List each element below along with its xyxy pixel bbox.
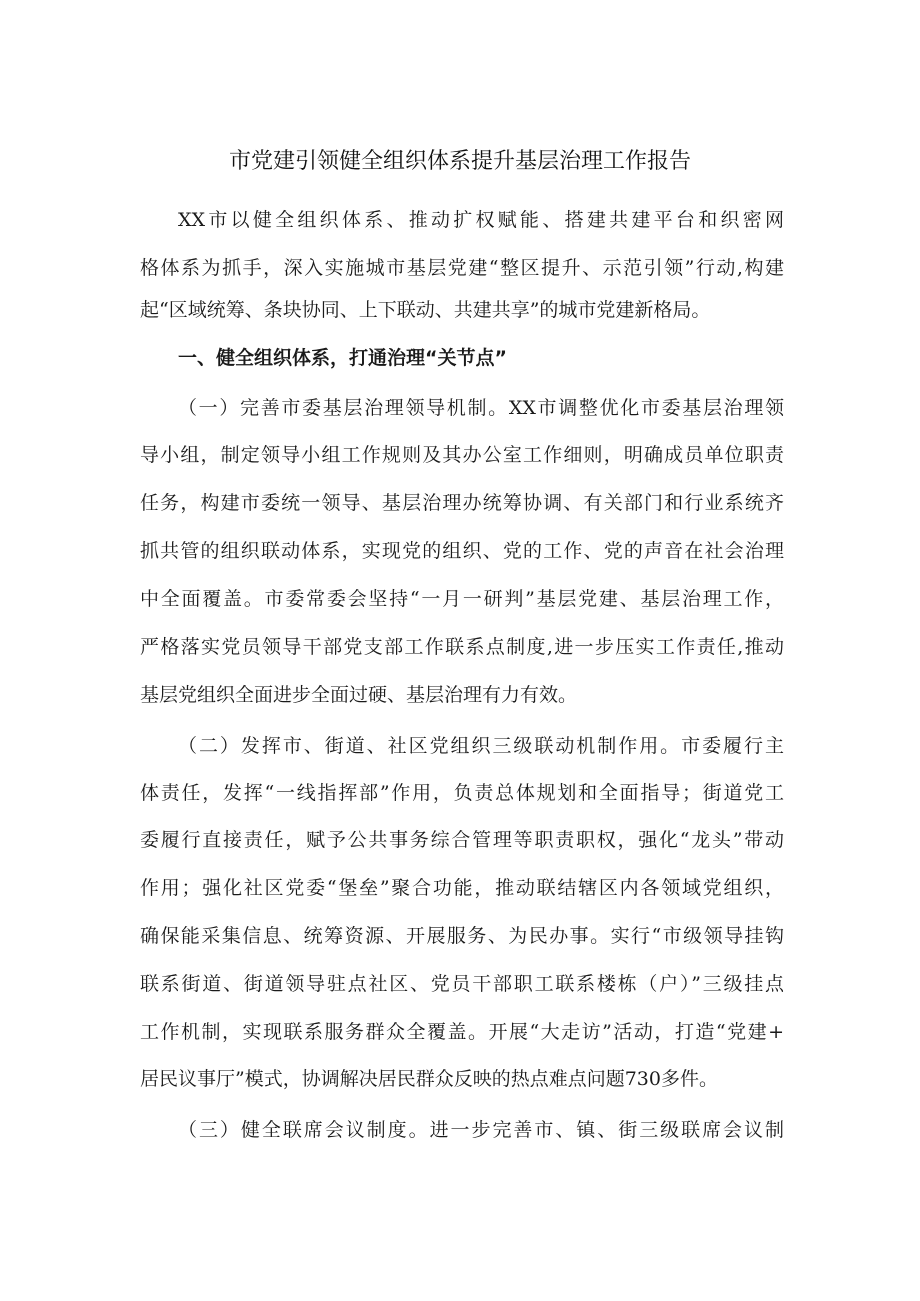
intro-line-2: 格体系为抓手，深入实施城市基层党建“整区提升、示范引领”行动,构建 (140, 257, 784, 279)
para1-line-5: 中全面覆盖。市委常委会坚持“一月一研判”基层党建、基层治理工作， (140, 588, 784, 610)
para1-line-7: 基层党组织全面进步全面过硬、基层治理有力有效。 (140, 684, 578, 706)
para2-line-1: （二）发挥市、街道、社区党组织三级联动机制作用。市委履行主 (178, 735, 784, 757)
para2-line-7: 工作机制，实现联系服务群众全覆盖。开展“大走访”活动，打造“党建+ (140, 1021, 784, 1043)
para2-line-6: 联系街道、街道领导驻点社区、党员干部职工联系楼栋（户）”三级挂点 (140, 973, 784, 995)
para1-line-4: 抓共管的组织联动体系，实现党的组织、党的工作、党的声音在社会治理 (140, 540, 784, 562)
document-title: 市党建引领健全组织体系提升基层治理工作报告 (228, 149, 691, 174)
para1-line-3: 任务，构建市委统一领导、基层治理办统筹协调、有关部门和行业系统齐 (140, 492, 784, 514)
para2-line-4: 作用；强化社区党委“堡垒”聚合功能，推动联结辖区内各领域党组织， (140, 877, 784, 899)
intro-line-3: 起“区域统筹、条块协同、上下联动、共建共享”的城市党建新格局。 (140, 299, 711, 321)
para2-line-5: 确保能采集信息、统筹资源、开展服务、为民办事。实行“市级领导挂钩 (140, 925, 784, 947)
section-1-heading: 一、健全组织体系，打通治理“关节点” (178, 347, 507, 369)
intro-line-1: XX市以健全组织体系、推动扩权赋能、搭建共建平台和织密网 (178, 209, 784, 231)
para1-line-2: 导小组，制定领导小组工作规则及其办公室工作细则，明确成员单位职责 (140, 444, 784, 466)
para1-line-1: （一）完善市委基层治理领导机制。XX市调整优化市委基层治理领 (178, 397, 784, 419)
para3-line-1: （三）健全联席会议制度。进一步完善市、镇、街三级联席会议制 (178, 1119, 784, 1141)
para2-line-3: 委履行直接责任，赋予公共事务综合管理等职责职权，强化“龙头”带动 (140, 829, 784, 851)
para1-line-6: 严格落实党员领导干部党支部工作联系点制度,进一步压实工作责任,推动 (140, 636, 784, 658)
para2-line-2: 体责任，发挥“一线指挥部”作用，负责总体规划和全面指导；街道党工 (140, 782, 784, 804)
para2-line-8: 居民议事厅”模式，协调解决居民群众反映的热点难点问题730多件。 (140, 1068, 718, 1090)
